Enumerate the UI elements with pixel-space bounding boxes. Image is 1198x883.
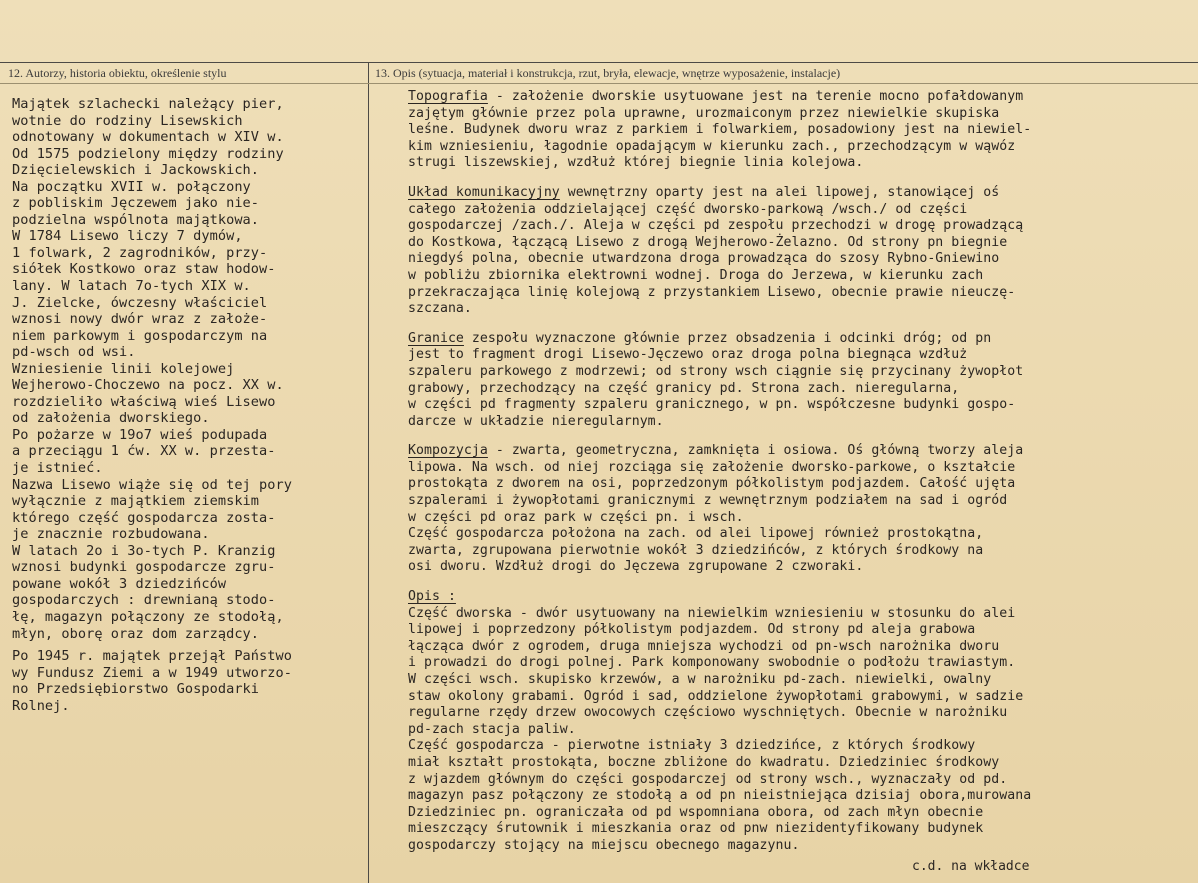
section-line: jest to fragment drogi Lisewo-Jęczewo oraz droga polna biegnąca wzdłuż: [408, 347, 968, 363]
history-line: wotnie do rodziny Lisewskich: [12, 112, 243, 129]
history-line: je znacznie rozbudowana.: [12, 526, 210, 543]
history-line: wznosi budynki gospodarcze zgru-: [12, 559, 276, 576]
history-line: Wejherowo-Choczewo na pocz. XX w.: [12, 377, 284, 394]
section-first-line: [408, 443, 1194, 460]
section-line: prostokąta z dworem na osi, poprzedzonym półkolistym podjazdem. Całość ujęta: [408, 476, 1016, 492]
section-text: - założenie dworskie usytuowane jest na terenie mocno pofałdowanym: [487, 89, 1024, 104]
history-line: Dzięcielewskich i Jackowskich.: [12, 162, 260, 179]
section-gap: [408, 172, 1194, 185]
description-section: [408, 443, 1194, 576]
history-line: Rolnej.: [12, 697, 70, 714]
history-line: 1 folwark, 2 zagrodników, przy-: [12, 244, 268, 261]
section-line: osi dworu. Wzdłuż drogi do Jęczewa zgrupowane 2 czworaki.: [408, 559, 864, 575]
section-line: Część dworska - dwór usytuowany na niewielkim wzniesieniu w stosunku do alei: [408, 605, 1016, 621]
description-section: [408, 185, 1194, 318]
section-line: staw okolony grabami. Ogród i sad, oddzielone żywopłotami grabowymi, w sadzie: [408, 688, 1024, 704]
section-line: strugi liszewskiej, wzdłuż której biegnie linia kolejowa.: [408, 155, 864, 171]
section-line: w pobliżu zbiornika elektrowni wodnej. Droga do Jerzewa, w kierunku zach: [408, 267, 984, 283]
section-line: gospodarczy stojący na miejscu obecnego magazynu.: [408, 837, 800, 853]
history-line: Po 1945 r. majątek przejął Państwo: [12, 648, 292, 665]
section-line: szczana.: [408, 301, 472, 317]
history-line: gospodarczych : drewnianą stodo-: [12, 592, 276, 609]
history-column: [12, 96, 368, 714]
history-line: W 1784 Lisewo liczy 7 dymów,: [12, 228, 243, 245]
section-text: - zwarta, geometryczna, zamknięta i osiowa. Oś główną tworzy aleja: [487, 443, 1024, 459]
section-heading: Kompozycja: [408, 443, 488, 459]
section-line: mieszczący śrutownik i mieszkania oraz od pnw niezidentyfikowany budynek: [408, 821, 984, 837]
section-gap: [408, 576, 1194, 589]
section-line: Część gospodarcza położona na zach. od alei lipowej również prostokątna,: [408, 526, 984, 542]
history-line: Wzniesienie linii kolejowej: [12, 360, 235, 377]
history-line: powane wokół 3 dziedzińców: [12, 575, 227, 592]
section-gap: [408, 430, 1194, 443]
top-rule: [0, 62, 1198, 63]
history-line: niem parkowym i gospodarczym na: [12, 327, 268, 344]
description-section: [408, 589, 1194, 855]
history-line: odnotowany w dokumentach w XIV w.: [12, 129, 284, 146]
history-line: W latach 2o i 3o-tych P. Kranzig: [12, 542, 276, 559]
history-line: a przeciągu 1 ćw. XX w. przesta-: [12, 443, 276, 460]
section-line: w części pd fragmenty szpaleru granicznego, w pn. współczesne budynki gospo-: [408, 397, 1016, 413]
history-line: z pobliskim Jęczewem jako nie-: [12, 195, 260, 212]
history-line: Od 1575 podzielony między rodziny: [12, 145, 284, 162]
history-line: Majątek szlachecki należący pier,: [12, 96, 284, 112]
history-line: wznosi nowy dwór wraz z założe-: [12, 311, 268, 328]
section-first-line: [408, 89, 1194, 106]
section-line: zwarta, zgrupowana pierwotnie wokół 3 dziedzińców, z których środkowy na: [408, 542, 984, 558]
history-line: od założenia dworskiego.: [12, 410, 210, 427]
section-heading: Opis :: [408, 589, 456, 605]
section-line: niegdyś polna, obecnie utwardzona droga prowadząca do szosy Rybno-Gniewino: [408, 251, 1000, 267]
history-line: no Przedsiębiorstwo Gospodarki: [12, 681, 260, 698]
description-column: [408, 89, 1194, 855]
section-line: zajętym głównie przez pola uprawne, urozmaiconym przez niewielkie skupiska: [408, 105, 1000, 121]
history-line: J. Zielcke, ówczesny właściciel: [12, 294, 268, 311]
continuation-note: c.d. na wkładce: [912, 859, 1030, 874]
section-line: do Kostkowa, łączącą Lisewo z drogą Wejherowo-Żelazno. Od strony pn biegnie: [408, 234, 1008, 250]
section-line: szpalerami i żywopłotami granicznymi z wewnętrznym podziałem na sad i ogród: [408, 493, 1008, 509]
right-column-header: 13. Opis (sytuacja, materiał i konstrukcja, rzut, bryła, elewacje, wnętrze wyposażenie, instalacje): [375, 66, 841, 80]
history-line: rozdzieliło właściwą wieś Lisewo: [12, 393, 276, 410]
section-line: regularne rzędy drzew owocowych częściowo wyschniętych. Obecnie w narożniku: [408, 705, 1008, 721]
description-section: [408, 331, 1194, 431]
section-line: miał kształt prostokąta, boczne zbliżone do kwadratu. Dziedziniec środkowy: [408, 754, 1000, 770]
section-heading: Układ komunikacyjny: [408, 184, 560, 200]
section-line: całego założenia oddzielającej część dworsko-parkową /wsch./ od części: [408, 201, 968, 217]
history-line: Po pożarze w 19o7 wieś podupada: [12, 426, 268, 443]
description-section: [408, 89, 1194, 172]
section-line: grabowy, przechodzący na część granicy pd. Strona zach. nieregularna,: [408, 380, 960, 396]
section-line: w części pd oraz park w części pn. i wsch.: [408, 509, 744, 525]
section-line: lipowej i poprzedzony półkolistym podjazdem. Od strony pd aleja grabowa: [408, 622, 976, 638]
column-divider: [368, 62, 369, 883]
section-line: Dziedziniec pn. ograniczała od pd wspomniana obora, od zach młyn obecnie: [408, 804, 984, 820]
section-line: leśne. Budynek dworu wraz z parkiem i folwarkiem, posadowiony jest na niewiel-: [408, 122, 1032, 138]
header-rule: [0, 83, 1198, 84]
section-first-line: [408, 589, 1194, 606]
section-line: darcze w układzie nieregularnym.: [408, 413, 664, 429]
history-line: którego część gospodarcza zosta-: [12, 509, 276, 526]
section-first-line: [408, 331, 1194, 348]
section-line: łącząca dwór z ogrodem, druga mniejsza wychodzi od pn-wsch narożnika dworu: [408, 638, 1000, 654]
section-line: i prowadzi do drogi polnej. Park komponowany swobodnie o podłożu trawiastym.: [408, 655, 1016, 671]
section-line: z wjazdem głównym do części gospodarczej od strony wsch., wyznaczały od pd.: [408, 771, 1008, 787]
history-line: Na początku XVII w. połączony: [12, 178, 251, 195]
section-text: zespołu wyznaczone głównie przez obsadzenia i odcinki dróg; od pn: [463, 330, 992, 346]
section-first-line: [408, 185, 1194, 202]
history-line: wyłącznie z majątkiem ziemskim: [12, 493, 260, 510]
section-line: szpaleru parkowego z modrzewi; od strony wsch ciągnie się przycinany żywopłot: [408, 363, 1024, 379]
section-line: Część gospodarcza - pierwotne istniały 3 dziedzińce, z których środkowy: [408, 738, 976, 754]
history-line: młyn, oborę oraz dom zarządcy.: [12, 625, 260, 642]
section-line: przekraczająca linię kolejową z przystankiem Lisewo, obecnie prawie nieuczę-: [408, 284, 1016, 300]
history-line: wy Fundusz Ziemi a w 1949 utworzo-: [12, 664, 292, 681]
section-text: wewnętrzny oparty jest na alei lipowej, stanowiącej oś: [559, 184, 1000, 200]
section-gap: [408, 318, 1194, 331]
section-line: magazyn pasz połączony ze stodołą a od pn nieistniejąca dzisiaj obora,murowana: [408, 788, 1032, 804]
history-line: siółek Kostkowo oraz staw hodow-: [12, 261, 276, 278]
history-line: łę, magazyn połączony ze stodołą,: [12, 608, 284, 625]
history-line: Nazwa Lisewo wiąże się od tej pory: [12, 476, 292, 493]
section-line: kim wzniesieniu, łagodnie opadającym w kierunku zach., przechodzącym w wąwóz: [408, 138, 1016, 154]
section-line: gospodarczej /zach./. Aleja w części pd zespołu przechodzi w drogę prowadzącą: [408, 218, 1024, 234]
history-line: je istnieć.: [12, 460, 103, 477]
section-line: W części wsch. skupisko krzewów, a w narożniku pd-zach. niewielki, owalny: [408, 672, 992, 687]
history-line: podzielna wspólnota majątkowa.: [12, 211, 260, 228]
section-heading: Granice: [408, 330, 464, 346]
section-line: lipowa. Na wsch. od niej rozciąga się założenie dworsko-parkowe, o kształcie: [408, 459, 1016, 475]
section-heading: Topografia: [408, 89, 488, 104]
history-line: lany. W latach 7o-tych XIX w.: [12, 278, 251, 295]
history-line: pd-wsch od wsi.: [12, 344, 136, 361]
left-column-header: 12. Autorzy, historia obiektu, określenie stylu: [8, 66, 227, 80]
section-line: pd-zach stacja paliw.: [408, 721, 576, 737]
